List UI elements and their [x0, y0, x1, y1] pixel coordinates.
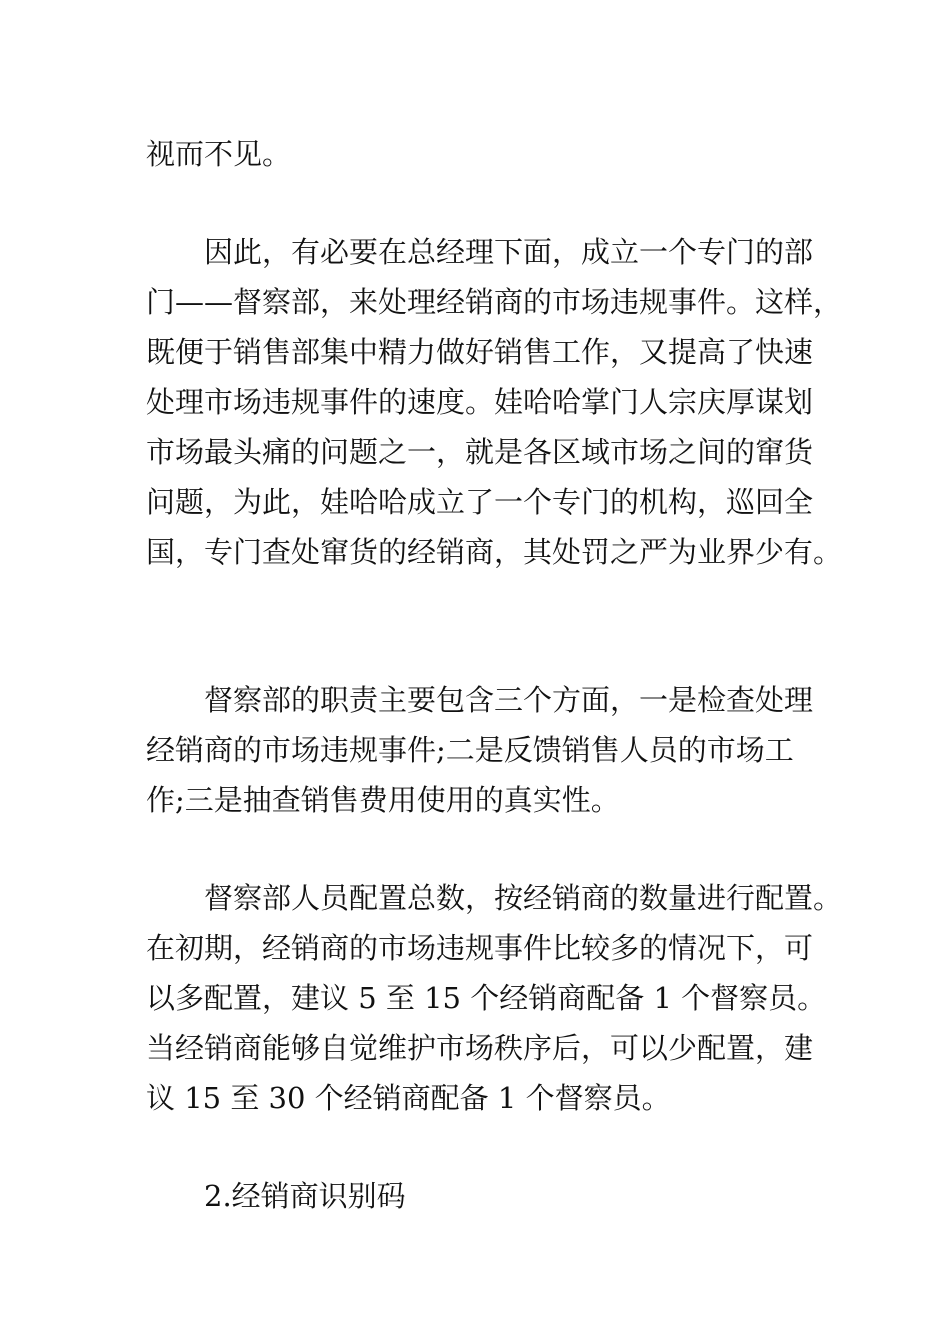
section-heading: 2.经销商识别码	[146, 1179, 406, 1213]
paragraph-1-line-1: 视而不见。	[146, 137, 292, 171]
paragraph-2-line-4: 处理市场违规事件的速度。娃哈哈掌门人宗庆厚谋划	[146, 385, 814, 419]
paragraph-3-line-1: 督察部的职责主要包含三个方面，一是检查处理	[146, 683, 814, 717]
paragraph-2-line-3: 既便于销售部集中精力做好销售工作，又提高了快速	[146, 335, 814, 369]
paragraph-3-line-2: 经销商的市场违规事件;二是反馈销售人员的市场工	[146, 733, 794, 767]
paragraph-4-line-4: 当经销商能够自觉维护市场秩序后，可以少配置，建	[146, 1031, 814, 1065]
paragraph-2-line-5: 市场最头痛的问题之一，就是各区域市场之间的窜货	[146, 435, 814, 469]
paragraph-4-line-5: 议 15 至 30 个经销商配备 1 个督察员。	[146, 1081, 671, 1115]
paragraph-3-line-3: 作;三是抽查销售费用使用的真实性。	[146, 783, 620, 817]
paragraph-2-line-1: 因此，有必要在总经理下面，成立一个专门的部	[146, 235, 814, 269]
paragraph-2-line-7: 国，专门查处窜货的经销商，其处罚之严为业界少有。	[146, 535, 843, 569]
paragraph-4-line-2: 在初期，经销商的市场违规事件比较多的情况下，可	[146, 931, 814, 965]
paragraph-2-line-6: 问题，为此，娃哈哈成立了一个专门的机构，巡回全	[146, 485, 814, 519]
paragraph-2-line-2: 门——督察部，来处理经销商的市场违规事件。这样，	[146, 285, 843, 319]
paragraph-4-line-1: 督察部人员配置总数，按经销商的数量进行配置。	[146, 881, 843, 915]
paragraph-4-line-3: 以多配置，建议 5 至 15 个经销商配备 1 个督察员。	[146, 981, 827, 1015]
